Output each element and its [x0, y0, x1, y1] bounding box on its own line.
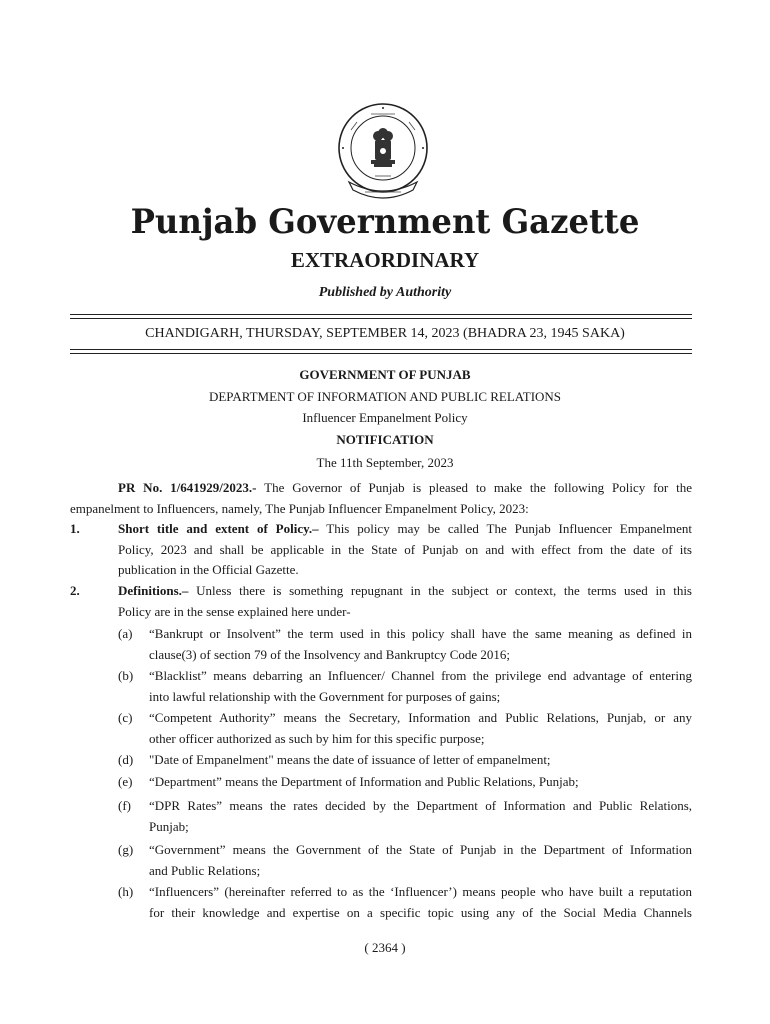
- section-number: 2.: [70, 583, 80, 598]
- definition-line: "Date of Empanelment" means the date of issuance of letter of empanelment;: [149, 752, 551, 767]
- pr-number: PR No. 1/641929/2023.-: [118, 480, 257, 495]
- definition-item: [149, 772, 692, 793]
- edition-title: EXTRAORDINARY: [290, 248, 480, 272]
- state-emblem-seal: [331, 100, 435, 200]
- definition-item: [149, 708, 692, 749]
- definition-line: “DPR Rates” means the rates decided by the Department of Information and Public Relations,: [149, 798, 692, 813]
- intro-paragraph: [70, 478, 692, 519]
- government-heading: GOVERNMENT OF PUNJAB: [299, 367, 471, 382]
- definition-line: “Competent Authority” means the Secretary, Information and Public Relations, Punjab, or any: [149, 710, 692, 725]
- definition-line: “Government” means the Government of the State of Punjab in the Department of Information: [149, 842, 692, 857]
- section-1-text: [118, 519, 692, 581]
- definition-item: [149, 882, 692, 923]
- section-number: 1.: [70, 521, 80, 536]
- page-number: ( 2364 ): [364, 940, 406, 955]
- definition-label: (c): [118, 710, 133, 725]
- definition-item: [149, 840, 692, 881]
- definition-label: (a): [118, 626, 133, 641]
- definition-label: (d): [118, 752, 134, 767]
- definition-label: (g): [118, 842, 134, 857]
- definition-line: into lawful relationship with the Government for purposes of gains;: [149, 688, 501, 704]
- divider-rule: [70, 349, 692, 350]
- section-2-text: [118, 581, 692, 622]
- notification-date: The 11th September, 2023: [316, 455, 454, 470]
- divider-rule: [70, 318, 692, 319]
- department-heading: DEPARTMENT OF INFORMATION AND PUBLIC RELATIONS: [208, 389, 562, 404]
- definition-line: “Department” means the Department of Information and Public Relations, Punjab;: [149, 774, 579, 789]
- definition-line: for their knowledge and expertise on a specific topic using any of the Social Media Channels: [149, 904, 692, 920]
- divider-rule: [70, 314, 692, 315]
- published-by-authority: Published by Authority: [318, 285, 452, 300]
- policy-subject: Influencer Empanelment Policy: [302, 410, 468, 425]
- gazette-masthead: Punjab Government Gazette: [130, 202, 640, 242]
- definition-item: [149, 796, 692, 837]
- definition-line: “Influencers” (hereinafter referred to as the ‘Influencer’) means people who have built a reputation: [149, 884, 692, 899]
- section-text-line: This policy may be called The Punjab Influencer Empanelment: [326, 521, 692, 536]
- definition-line: “Blacklist” means debarring an Influencer/ Channel from the privilege end advantage of entering: [149, 668, 692, 683]
- definition-label: (f): [118, 798, 131, 813]
- definition-line: clause(3) of section 79 of the Insolvency and Bankruptcy Code 2016;: [149, 646, 511, 662]
- definition-line: “Bankrupt or Insolvent” the term used in this policy shall have the same meaning as defined in: [149, 626, 692, 641]
- divider-rule: [70, 353, 692, 354]
- section-text-line: Policy are in the sense explained here under-: [118, 603, 351, 619]
- definition-line: other officer authorized as such by him for this specific purpose;: [149, 730, 485, 746]
- intro-text-line: empanelment to Influencers, namely, The Punjab Influencer Empanelment Policy, 2023:: [70, 500, 529, 516]
- dateline: CHANDIGARH, THURSDAY, SEPTEMBER 14, 2023 (BHADRA 23, 1945 SAKA): [145, 326, 625, 341]
- section-text-line: Unless there is something repugnant in the subject or context, the terms used in this: [196, 583, 692, 598]
- section-title: Short title and extent of Policy.–: [118, 521, 319, 536]
- definition-line: and Public Relations;: [149, 862, 261, 878]
- definition-label: (e): [118, 774, 133, 789]
- definition-line: Punjab;: [149, 818, 189, 834]
- definition-label: (h): [118, 884, 134, 899]
- definition-item: [149, 666, 692, 707]
- section-title: Definitions.–: [118, 583, 189, 598]
- section-text-line: Policy, 2023 and shall be applicable in the State of Punjab on and with effect from the date of its: [118, 541, 692, 557]
- definition-item: [149, 624, 692, 665]
- definition-label: (b): [118, 668, 134, 683]
- intro-text-line: The Governor of Punjab is pleased to make the following Policy for the: [264, 480, 692, 495]
- section-text-line: publication in the Official Gazette.: [118, 562, 299, 577]
- definition-item: [149, 750, 692, 771]
- notification-heading: NOTIFICATION: [336, 432, 434, 447]
